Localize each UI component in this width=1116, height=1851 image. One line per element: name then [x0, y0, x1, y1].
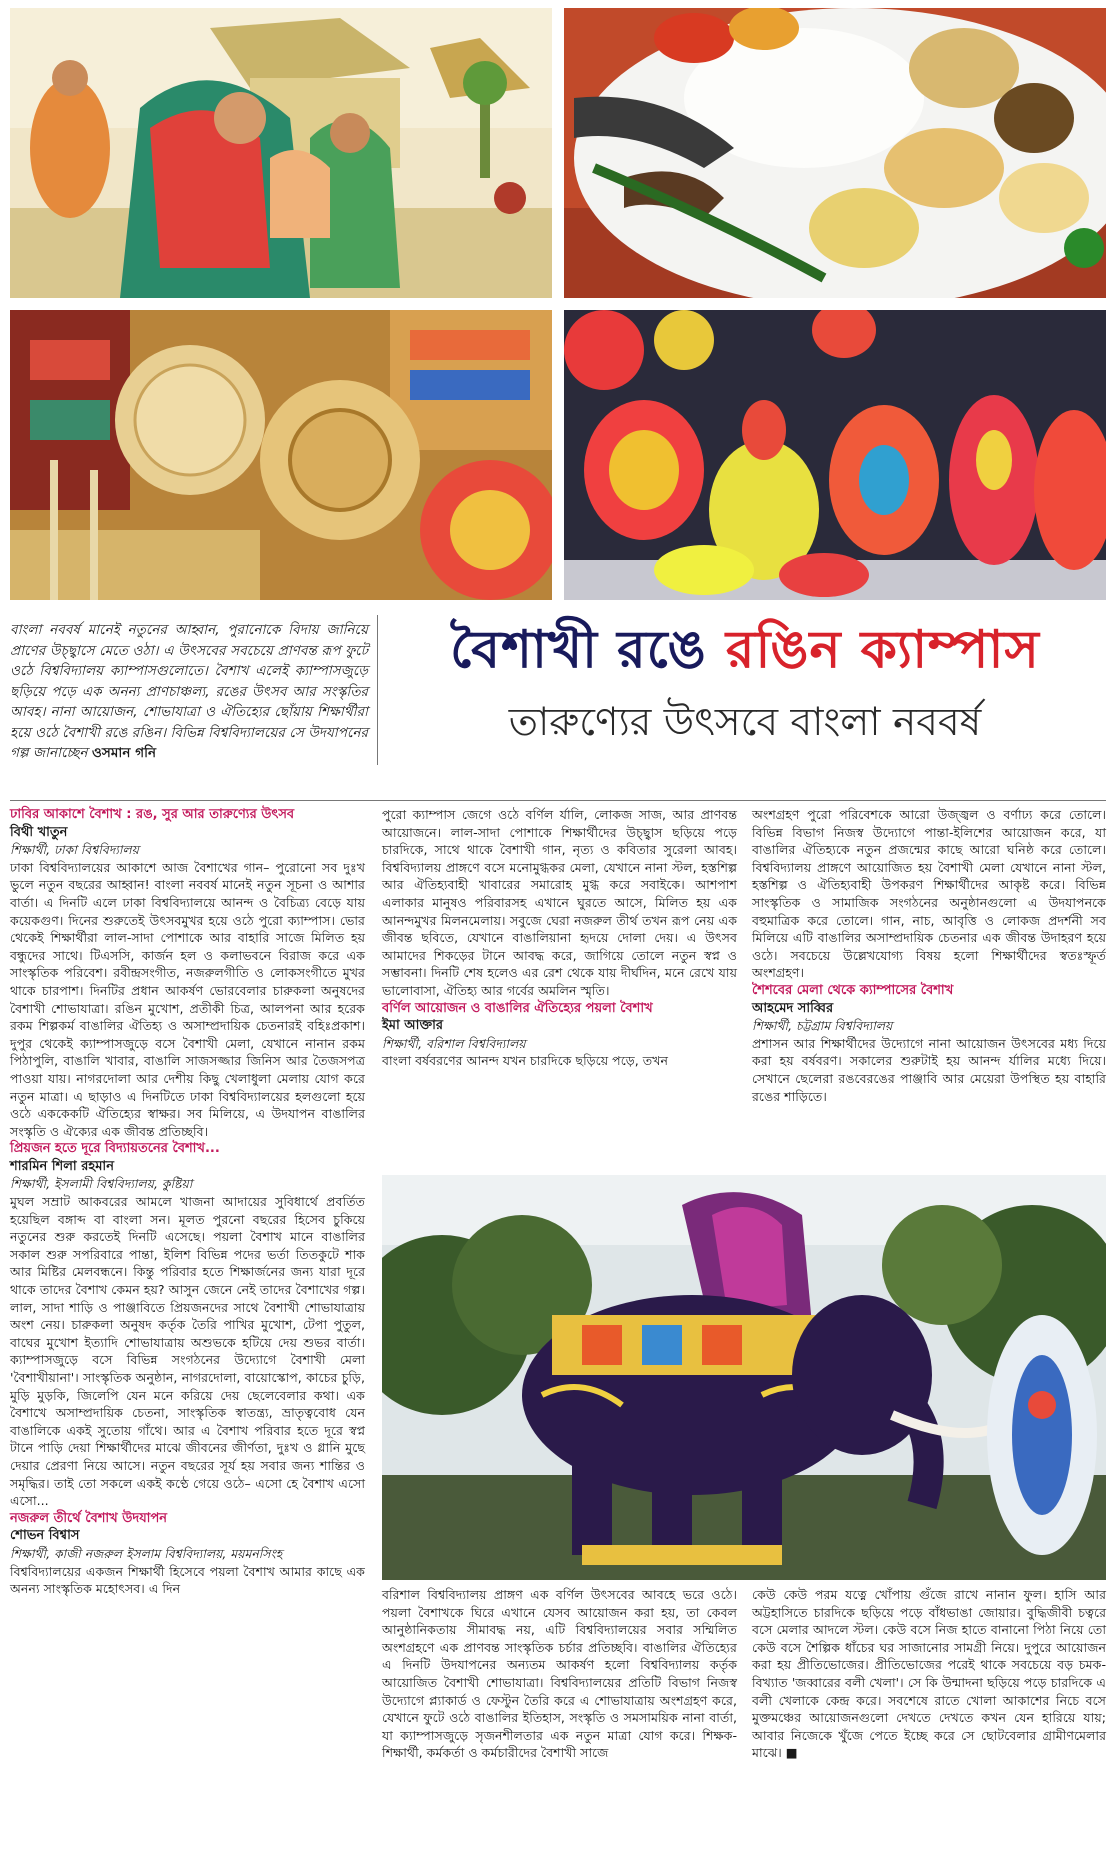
headline-main: [385, 615, 1105, 685]
section-divider: [10, 800, 1106, 801]
section-title-kushtia: প্রিয়জন হতে দূরে বিদ্যায়তনের বৈশাখ...: [10, 1141, 220, 1157]
section-body-barishal: বাংলা বর্ষবরণের আনন্দ যখন চারদিকে ছড়িয়ে পড়ে, তখন: [382, 1053, 668, 1069]
section-title-dhaka: ঢাবির আকাশে বৈশাখ : রঙ, সুর আর তারুণ্যের উৎসব: [10, 807, 295, 822]
headline-part2: রঙিন ক্যাম্পাস: [725, 619, 1040, 680]
section-author-dhaka: বিথী খাতুন: [10, 824, 68, 840]
column-2-top: [382, 806, 737, 1070]
section-title-nazrul: নজরুল তীর্থে বৈশাখ উদযাপন: [10, 1510, 168, 1526]
section-affiliation-nazrul: শিক্ষার্থী, কাজী নজরুল ইসলাম বিশ্ববিদ্যালয়, ময়মনসিংহ: [10, 1545, 283, 1561]
section-body-nazrul: বিশ্ববিদ্যালয়ের একজন শিক্ষার্থী হিসেবে পয়লা বৈশাখ আমার কাছে এক অনন্য সাংস্কৃতিক মহোৎসব। এ দিন: [10, 1563, 365, 1597]
painted-clay-pots: [564, 310, 1106, 600]
column-divider: [377, 615, 378, 765]
barishal-body-continued: বরিশাল বিশ্ববিদ্যালয় প্রাঙ্গণ এক বর্ণিল উৎসবের আবহে ভরে ওঠে। পয়লা বৈশাখকে ঘিরে এখানে যেসব আয়োজন করা হয়, তা কেবল আনুষ্ঠানিকতায় সীমাবদ্ধ নয়, এটি বিশ্ববিদ্যালয়ের সবার সম্মিলিত অংশগ্রহণে এক প্রাণবন্ত সাংস্কৃতিক চর্চার প্রতিচ্ছবি। বাঙালির ঐতিহ্যের এ দিনটি উদযাপনের অন্যতম আকর্ষণ হলো বিশ্ববিদ্যালয় কর্তৃক আয়োজিত বৈশাখী শোভাযাত্রা। বিশ্ববিদ্যালয়ের প্রতিটি বিভাগ নিজস্ব উদ্যোগে প্ল্যাকার্ড ও ফেস্টুন তৈরি করে এ শোভাযাত্রায় অংশগ্রহণ করে, যেখানে ফুটে ওঠে বাঙালির ইতিহাস, সংস্কৃতি ও সমসাময়িক নানা বার্তা, যা ক্যাম্পাসজুড়ে সৃজনশীলতার এক নতুন মাত্রা যোগ করে। শিক্ষক-শিক্ষার্থী, কর্মকর্তা ও কর্মচারীদের বৈশাখী সাজে: [382, 1587, 737, 1761]
chittagong-body-continued: [752, 1586, 1106, 1762]
column-3-bottom: [752, 1586, 1106, 1762]
headline-part1: বৈশাখী রঙে: [450, 619, 707, 680]
section-body-dhaka: ঢাকা বিশ্ববিদ্যালয়ের আকাশে আজ বৈশাখের গান– পুরোনো সব দুঃখ ভুলে নতুন বছরের আহ্বান! বাংলা নববর্ষ মানেই নতুন সূচনা ও আশার বার্তা। এ দিনটি এলে ঢাকা বিশ্ববিদ্যালয়ে আনন্দ ও বৈচিত্র্য বেড়ে যায় কয়েকগুণ। দিনের শুরুতেই উৎসবমুখর হয়ে ওঠে পুরো ক্যাম্পাস। ভোর থেকেই শিক্ষার্থীরা লাল-সাদা পোশাকে আর বাহারি সাজে মিলিত হয় বন্ধুদের সাথে। টিএসসি, কার্জন হল ও কলাভবনে বিরাজ করে এক সাংস্কৃতিক পরিবেশ। রবীন্দ্রসংগীত, নজরুলগীতি ও লোকসংগীতে মুখর থাকে চারপাশ। দিনটির প্রধান আকর্ষণ ভোরবেলার চারুকলা অনুষদের বৈশাখী শোভাযাত্রা। রঙিন মুখোশ, প্রতীকী চিত্র, আলপনা আর হরেক রকম শিল্পকর্ম বাঙালির ঐতিহ্য ও অসাম্প্রদায়িক চেতনারই বহিঃপ্রকাশ। দুপুর থেকেই ক্যাম্পাসজুড়ে বসে বৈশাখী মেলা, যেখানে নানান রকম পিঠাপুলি, বাঙালি খাবার, বাঙালি সাজসজ্জার জিনিস আর তৈজসপত্র পাওয়া যায়। নাগরদোলা আর দেশীয় কিছু খেলাধুলা মেলায় যোগ করে নতুন মাত্রা। এ ছাড়াও এ দিনটিতে ঢাকা বিশ্ববিদ্যালয়ের হলগুলো হয়ে ওঠে এককেকটি ঐতিহ্যের স্বাক্ষর। সব মিলিয়ে, এ উদযাপন বাঙালির সংস্কৃতি ও ঐক্যের এক জীবন্ত প্রতিচ্ছবি।: [10, 859, 365, 1139]
section-affiliation-barishal: শিক্ষার্থী, বরিশাল বিশ্ববিদ্যালয়: [382, 1035, 526, 1051]
headline: [385, 615, 1105, 751]
folk-art-painting: [10, 8, 552, 298]
panta-ilish-plate: [564, 8, 1106, 298]
section-body-chittagong: প্রশাসন আর শিক্ষার্থীদের উদ্যোগে নানা আয়োজন উৎসবের মধ্য দিয়ে করা হয় বর্ষবরণ। সকালের শুরুটাই হয় আনন্দ র্যালির মধ্যে দিয়ে। সেখানে ছেলেরা রঙবেরঙের পাঞ্জাবি আর মেয়েরা উপস্থিত হয় বাহারি রঙের শাড়িতে।: [752, 1035, 1106, 1104]
column-3-top: [752, 806, 1106, 1105]
barishal-continuation: অংশগ্রহণ পুরো পরিবেশকে আরো উজ্জ্বল ও বর্ণাঢ্য করে তোলে। বিভিন্ন বিভাগ নিজস্ব উদ্যোগে পান্তা-ইলিশের আয়োজন করে, যা বাঙালির ঐতিহ্যকে নতুন প্রজন্মের কাছে আরো ঘনিষ্ঠ করে তোলে। বিশ্ববিদ্যালয় প্রাঙ্গণে আয়োজিত হয় বৈশাখী মেলা যেখানে নানা স্টল, হস্তশিল্প ও ঐতিহ্যবাহী উপকরণ শিক্ষার্থীদের আকৃষ্ট করে। বিভিন্ন সাংস্কৃতিক ও সামাজিক সংগঠনের অনুষ্ঠানগুলো এ উদযাপনকে বহুমাত্রিক করে তোলে। গান, নাচ, আবৃত্তি ও লোকজ প্রদর্শনী সব মিলিয়ে এটি বাঙালির অসাম্প্রদায়িক চেতনার এক জীবন্ত উদাহরণ হয়ে ওঠে। সবচেয়ে উল্লেখযোগ্য বিষয় হলো শিক্ষার্থীদের স্বতঃস্ফূর্ত অংশগ্রহণ।: [752, 807, 1106, 981]
section-author-chittagong: আহমেদ সাব্বির: [752, 1000, 834, 1016]
section-affiliation-kushtia: শিক্ষার্থী, ইসলামী বিশ্ববিদ্যালয়, কুষ্টিয়া: [10, 1176, 193, 1192]
section-title-barishal: বর্ণিল আয়োজন ও বাঙালির ঐতিহ্যের পয়লা বৈশাখ: [382, 1000, 653, 1016]
nazrul-continuation: পুরো ক্যাম্পাস জেগে ওঠে বর্ণিল র্যালি, লোকজ সাজ, আর প্রাণবন্ত আয়োজনে। লাল-সাদা পোশাকে শিক্ষার্থীদের উচ্ছ্বাস ছড়িয়ে পড়ে চারদিকে, সাথে থাকে বৈশাখী গান, নৃত্য ও কবিতার সুরেলা আবহ। বিশ্ববিদ্যালয় প্রাঙ্গণে বসে মনোমুগ্ধকর মেলা, যেখানে নানা স্টল, হস্তশিল্প আর ঐতিহ্যবাহী খাবারের সমারোহ মুগ্ধ করে সবাইকে। আশপাশ এলাকার মানুষও পরিবারসহ এখানে ঘুরতে আসে, মিলিত হয় এক আনন্দমুখর মিলনমেলায়। সবুজে ঘেরা নজরুল তীর্থ তখন রূপ নেয় এক জীবন্ত ছবিতে, যেখানে বাঙালিয়ানা হৃদয়ে দোলা দেয়। এ উৎসব আমাদের শিকড়ের টানে আবদ্ধ করে, জাগিয়ে তোলে নতুন স্বপ্ন ও সম্ভাবনা। দিনটি শেষ হলেও এর রেশ থেকে যায় দীর্ঘদিন, মনে রেখে যায় ভালোবাসা, ঐতিহ্য আর গর্বের অমলিন স্মৃতি।: [382, 807, 737, 998]
section-affiliation-chittagong: শিক্ষার্থী, চট্টগ্রাম বিশ্ববিদ্যালয়: [752, 1018, 893, 1034]
intro-paragraph: [10, 620, 368, 764]
section-author-nazrul: শোভন বিশ্বাস: [10, 1528, 80, 1544]
headline-subtitle: তারুণ্যের উৎসবে বাংলা নববর্ষ: [508, 700, 982, 745]
chittagong-body-text: কেউ কেউ পরম যত্নে খোঁপায় গুঁজে রাখে নানান ফুল। হাসি আর অট্টহাসিতে চারদিকে ছড়িয়ে পড়ে বাঁধভাঙা জোয়ার। বুদ্ধিজীবী চত্বরে বসে মেলার আদলে স্টল। কেউ বসে নিজ হাতে বানানো পিঠা নিয়ে তো কেউ বসে শৈল্পিক ধাঁচের ঘর সাজানোর সামগ্রী নিয়ে। দুপুরে আয়োজন করা হয় প্রীতিভোজের। প্রীতিভোজের পরেই থাকে সবচেয়ে বড় চমক- বিখ্যাত 'জব্বারের বলী খেলা'। সে কি উন্মাদনা ছড়িয়ে পড়ে চারদিকে এ বলী খেলাকে কেন্দ্র করে। সবশেষে রাতে খোলা আকাশের নিচে বসে মুক্তমঞ্চের আয়োজনগুলো দেখতে দেখতে কখন যেন হারিয়ে যায়; আবার নিজেকে খুঁজে পেতে ইচ্ছে করে সে ছোটবেলার গ্রামীণমেলার মাঝে।: [752, 1587, 1106, 1761]
intro-author: ওসমান গনি: [91, 745, 157, 761]
section-affiliation-dhaka: শিক্ষার্থী, ঢাকা বিশ্ববিদ্যালয়: [10, 842, 139, 858]
section-author-barishal: ইমা আক্তার: [382, 1018, 443, 1034]
column-2-bottom: [382, 1586, 737, 1762]
section-author-kushtia: শারমিন শিলা রহমান: [10, 1158, 114, 1174]
column-1: [10, 806, 365, 1598]
intro-text: বাংলা নববর্ষ মানেই নতুনের আহ্বান, পুরানোকে বিদায় জানিয়ে প্রাণের উচ্ছ্বাসে মেতে ওঠা। এ উৎসবের সবচেয়ে প্রাণবন্ত রূপ ফুটে ওঠে বিশ্ববিদ্যালয় ক্যাম্পাসগুলোতে। বৈশাখ এলেই ক্যাম্পাসজুড়ে ছড়িয়ে পড়ে এক অনন্য প্রাণচাঞ্চল্য, রঙের উৎসব আর সংস্কৃতির আবহ। নানা আয়োজন, শোভাযাত্রা ও ঐতিহ্যের ছোঁয়ায় শিক্ষার্থীরা হয়ে ওঠে বৈশাখী রঙে রঙিন। বিভিন্ন বিশ্ববিদ্যালয়ের সে উদযাপনের গল্প জানাচ্ছেন: [10, 622, 368, 761]
article-end-mark: ■: [785, 1745, 798, 1761]
handmade-fans-and-baskets: [10, 310, 552, 600]
section-title-chittagong: শৈশবের মেলা থেকে ক্যাম্পাসের বৈশাখ: [752, 982, 954, 998]
mangal-shobhajatra-elephant: [382, 1175, 1106, 1580]
section-body-kushtia: মুঘল সম্রাট আকবরের আমলে খাজনা আদায়ের সুবিধার্থে প্রবর্তিত হয়েছিল বঙ্গাব্দ বা বাংলা সন। মূলত পুরনো বছরের হিসেব চুকিয়ে নতুনের শুরু করতেই দিনটি এসেছে। পয়লা বৈশাখ মানে বাঙালির সকাল শুরু সপরিবারে পান্তা, ইলিশ বিভিন্ন পদের ভর্তা তিতকুটে শাক আর মিষ্টির মেলবন্ধনে। কিন্তু পরিবার হতে শিক্ষার্জনের জন্য যারা দূরে থাকে তাদের বৈশাখ কেমন হয়? আসুন জেনে নেই তাদের বৈশাখের গল্প। লাল, সাদা শাড়ি ও পাঞ্জাবিতে প্রিয়জনদের সাথে বৈশাখী শোভাযাত্রায় অংশ নেয়। চারুকলা অনুষদ কর্তৃক তৈরি পাখির মুখোশ, টেপা পুতুল, বাঘের মুখোশ ইত্যাদি শোভাযাত্রায় অশুভকে হটিয়ে দেয় শুভর বার্তা। ক্যাম্পাসজুড়ে বসে বিভিন্ন সংগঠনের উদ্যোগে বৈশাখী মেলা 'বৈশাখীয়ানা'। সাংস্কৃতিক অনুষ্ঠান, নাগরদোলা, বায়োস্কোপ, কাচের চুড়ি, মুড়ি মুড়কি, জিলেপি যেন মনে করিয়ে দেয় ছেলেবেলার কথা। এক বৈশাখে অসাম্প্রদায়িক চেতনা, সাংস্কৃতিক স্বাতন্ত্র্য, ভ্রাতৃত্ববোধ যেন বাঙালিকে একই সুতোয় গাঁথে। আর এ বৈশাখ পরিবার হতে দূরে স্বপ্ন টানে পাড়ি দেয়া শিক্ষার্থীদের মাঝে জীবনের জীর্ণতা, দুঃখ ও গ্লানি মুছে দেয়ার প্রেরণা নিয়ে আসে। নতুন বছরের সূর্য হয় সবার জন্য শান্তির ও সমৃদ্ধির। তাই তো সকলে একই কণ্ঠে গেয়ে ওঠে– এসো হে বৈশাখ এসো এসো...: [10, 1194, 365, 1509]
